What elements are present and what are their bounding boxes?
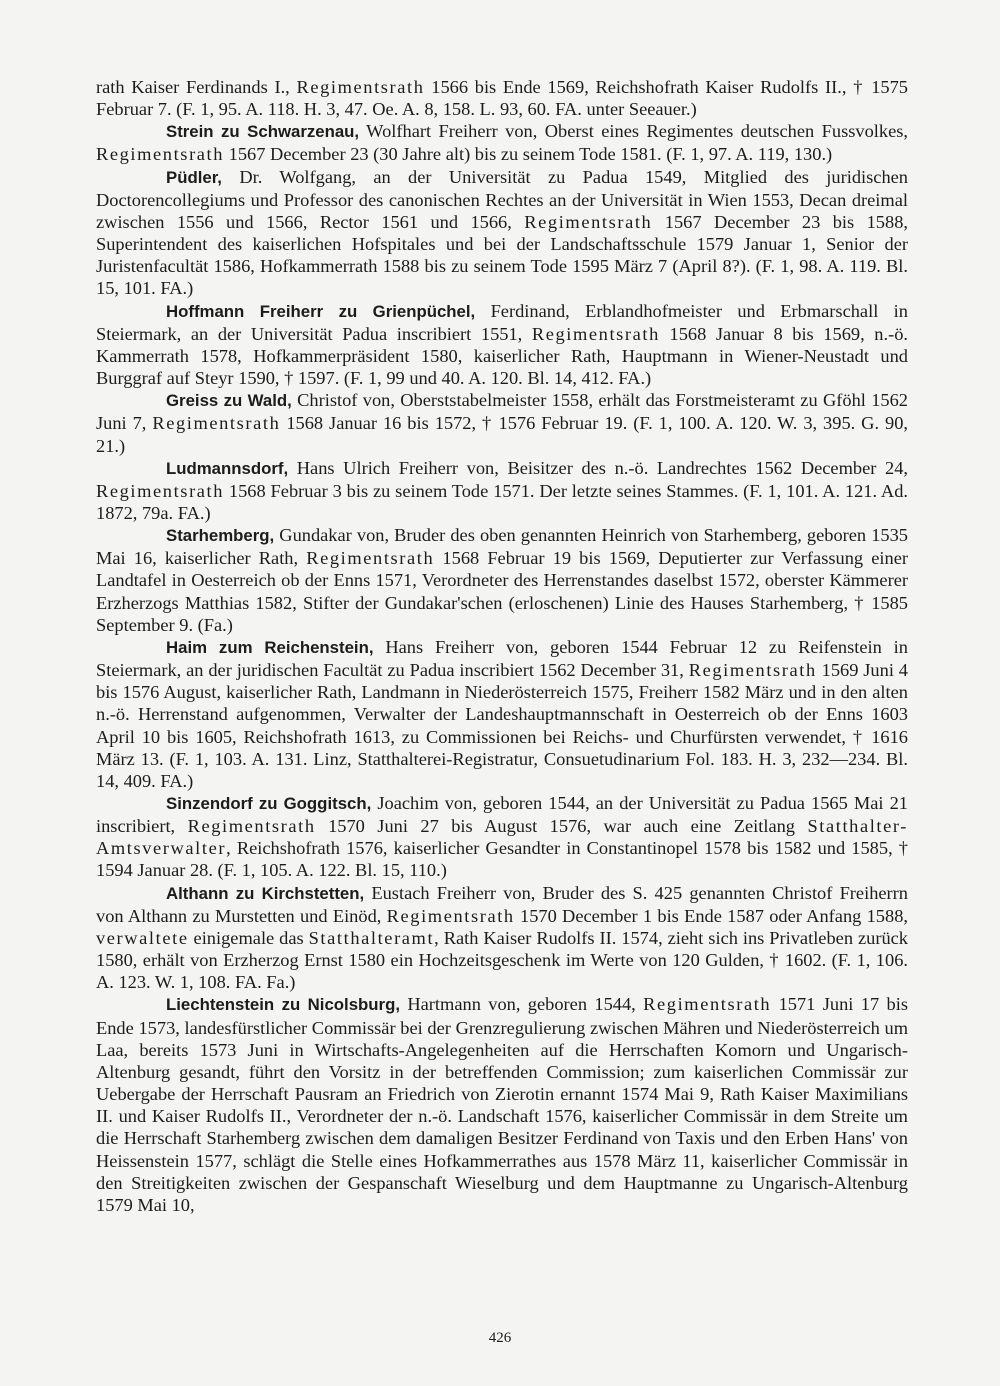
entry-text: 1568 Februar 3 bis zu seinem Tode 1571. Der letzte seines Stammes. (F. 1, 101. A. 121. Ad. 1872, 79a. FA.) xyxy=(96,480,908,523)
entry-name: Greiss zu Wald, xyxy=(166,391,292,411)
spaced-term: Statthalter-Amtsverwalter xyxy=(96,816,908,859)
entry-name: Hoffmann Freiherr zu Grienpüchel, xyxy=(166,301,476,321)
body-text xyxy=(96,76,908,1216)
entry-text: 1568 Januar 8 bis 1569, n.-ö. Kammerrath 1578, Hofkammerpräsident 1580, kaiserlicher Rath, Hauptmann in Wiener-Neustadt und Burggraf auf Steyr 1590, † 1597. (F. 1, 99 und 40. A. 120. Bl. 14, 412. FA.) xyxy=(96,323,908,389)
spaced-term: Regimentsrath xyxy=(306,548,435,569)
spaced-term: Regimentsrath xyxy=(187,816,316,837)
entry-text: 1568 Januar 16 bis 1572, † 1576 Februar 19. (F. 1, 100. A. 120. W. 3, 395. G. 90, 21.) xyxy=(96,413,908,456)
spaced-term: Regimentsrath xyxy=(386,905,515,926)
entry-name: Liechtenstein zu Nicolsburg, xyxy=(166,995,400,1015)
continuation-paragraph xyxy=(96,76,908,120)
entry-text: 1566 bis Ende 1569, Reichshofrath Kaiser Rudolfs II., † 1575 Februar 7. (F. 1, 95. A. 118. H. 3, 47. Oe. A. 8, 158. L. 93, 60. FA. unter Seeauer.) xyxy=(96,77,908,120)
entry-text: Eustach Freiherr von, Bruder des S. 425 genannten Christof Freiherrn von Althann zu Murstetten und Einöd, xyxy=(96,882,908,926)
entry-name: Althann zu Kirchstetten, xyxy=(166,883,365,903)
entry-name: Sinzendorf zu Goggitsch, xyxy=(166,794,372,813)
spaced-term: Statthalteramt xyxy=(308,927,435,948)
entry-paragraph xyxy=(96,993,908,1216)
entry-paragraph xyxy=(96,457,908,524)
spaced-term: Regimentsrath xyxy=(152,413,281,434)
entry-text: Christof von, Oberststabelmeister 1558, erhält das Forstmeisteramt zu Gföhl 1562 Juni 7, xyxy=(96,390,908,434)
entry-paragraph xyxy=(96,389,908,456)
entry-name: Starhemberg, xyxy=(166,526,275,546)
entry-text: 1568 Februar 19 bis 1569, Deputierter zur Verfassung einer Landtafel in Oesterreich ob der Enns 1571, Verordneter des Herrenstandes daselbst 1572, oberster Kämmerer Erzherzogs Matthias 1582, Stifter der Gundakar'schen (erloschenen) Linie des Hauses Starhemberg, † 1585 September 9. (Fa.) xyxy=(96,548,908,635)
entry-text: Gundakar von, Bruder des oben genannten Heinrich von Starhemberg, geboren 1535 Mai 16, kaiserlicher Rath, xyxy=(96,525,908,569)
entry-paragraph xyxy=(96,120,908,165)
entry-text: einigemale das xyxy=(188,927,309,948)
spaced-term: Regimentsrath xyxy=(296,77,425,97)
spaced-term: Regimentsrath xyxy=(688,660,817,681)
entry-paragraph xyxy=(96,636,908,792)
page-number: 426 xyxy=(488,1330,512,1346)
entry-text: 1567 December 23 (30 Jahre alt) bis zu seinem Tode 1581. (F. 1, 97. A. 119, 130.) xyxy=(224,144,833,165)
entry-text: rath Kaiser Ferdinands I., xyxy=(96,77,297,97)
spaced-term: Regimentsrath xyxy=(643,994,772,1015)
entry-paragraph xyxy=(96,882,908,994)
entry-name: Püdler, xyxy=(166,167,222,187)
entry-text: , Reichshofrath 1576, kaiserlicher Gesandter in Constantinopel 1578 bis 1582 und 1585, † 1594 Januar 28. (F. 1, 105. A. 122. Bl. 15, 110.) xyxy=(96,838,908,881)
spaced-term: Regimentsrath xyxy=(524,211,653,232)
entry-text: 1570 December 1 bis Ende 1587 oder Anfang 1588, xyxy=(514,905,908,926)
entry-paragraph xyxy=(96,792,908,882)
entry-name: Haim zum Reichenstein, xyxy=(166,637,374,657)
spaced-term: Regimentsrath xyxy=(96,144,225,165)
entry-paragraph xyxy=(96,166,908,300)
entry-paragraph xyxy=(96,300,908,390)
entry-text: 1567 December 23 bis 1588, Superintendent des kaiserlichen Hofspitales und bei der Landschaftsschule 1579 Januar 1, Senior der Juristenfacultät 1586, Hofkammerrath 1588 bis zu seinem Tode 1595 März 7 (April 8?). (F. 1, 98. A. 119. Bl. 15, 101. FA.) xyxy=(96,211,908,299)
entry-text: , Rath Kaiser Rudolfs II. 1574, zieht sich ins Privatleben zurück 1580, erhält von Erzherzog Ernst 1580 ein Hochzeitsgeschenk im Werte von 120 Gulden, † 1602. (F. 1, 106. A. 123. W. 1, 108. FA. Fa.) xyxy=(96,927,908,993)
spaced-term: verwaltete xyxy=(96,927,189,948)
entry-text: Joachim von, geboren 1544, an der Universität zu Padua 1565 Mai 21 inscribiert, xyxy=(96,793,908,837)
entry-text: Wolfhart Freiherr von, Oberst eines Regimentes deutschen Fussvolkes, xyxy=(359,121,909,142)
entry-name: Strein zu Schwarzenau, xyxy=(166,122,360,142)
entry-text: 1569 Juni 4 bis 1576 August, kaiserlicher Rath, Landmann in Niederösterreich 1575, Freiherr 1582 März und in den alten n.-ö. Herrenstand aufgenommen, Verwalter der Landeshauptmannschaft in Oesterreich ob der Enns 1603 April 10 bis 1605, Reichshofrath 1613, zu Commissionen bei Reichs- und Churfürsten verwendet, † 1616 März 13. (F. 1, 103. A. 131. Linz, Statthalterei-Registratur, Consuetudinarium Fol. 183. H. 3, 232—234. Bl. 14, 409. FA.) xyxy=(96,660,908,791)
entry-text: 1570 Juni 27 bis August 1576, war auch eine Zeitlang xyxy=(315,816,808,837)
entry-text: Dr. Wolfgang, an der Universität zu Padua 1549, Mitglied des juridischen Doctorencollegiums und Professor des canonischen Rechtes an der Universität in Wien 1553, Decan dreimal zwischen 1556 und 1566, Rector 1561 und 1566, xyxy=(96,166,908,232)
spaced-term: Regimentsrath xyxy=(531,323,660,344)
spaced-term: Regimentsrath xyxy=(96,480,225,501)
entry-text: Hans Freiherr von, geboren 1544 Februar 12 zu Reifenstein in Steiermark, an der juridischen Facultät zu Padua inscribiert 1562 December 31, xyxy=(96,636,908,681)
entry-name: Ludmannsdorf, xyxy=(166,458,289,478)
entry-text: Hartmann von, geboren 1544, xyxy=(399,994,644,1015)
entry-text: Hans Ulrich Freiherr von, Beisitzer des n.-ö. Landrechtes 1562 December 24, xyxy=(288,457,908,478)
entry-paragraph xyxy=(96,524,908,636)
entry-text: 1571 Juni 17 bis Ende 1573, landesfürstlicher Commissär bei der Grenzregulierung zwischen Mähren und Niederösterreich um Laa, bereits 1573 Juni in Wirtschafts-Angelegenheiten auf die Herrschaften Komorn und Ungarisch-Altenburg gesandt, führt den Vorsitz in der betreffenden Commission; zum kaiserlichen Commissär zur Uebergabe der Herrschaft Pausram an Friedrich von Zierotin ernannt 1574 Mai 9, Rath Kaiser Maximilians II. und Kaiser Rudolfs II., Verordneter der n.-ö. Landschaft 1576, kaiserlicher Commissär in dem Streite um die Herrschaft Starhemberg zwischen dem damaligen Besitzer Ferdinand von Taxis und den Erben Hans' von Heissenstein 1577, schlägt die Stelle eines Hofkammerrathes aus 1578 März 11, kaiserlicher Commissär in den Streitigkeiten zwischen der Gespanschaft Wieselburg und dem Hauptmanne zu Ungarisch-Altenburg 1579 Mai 10, xyxy=(96,994,908,1215)
entry-text: Ferdinand, Erblandhofmeister und Erbmarschall in Steiermark, an der Universität Padua inscribiert 1551, xyxy=(96,300,908,344)
